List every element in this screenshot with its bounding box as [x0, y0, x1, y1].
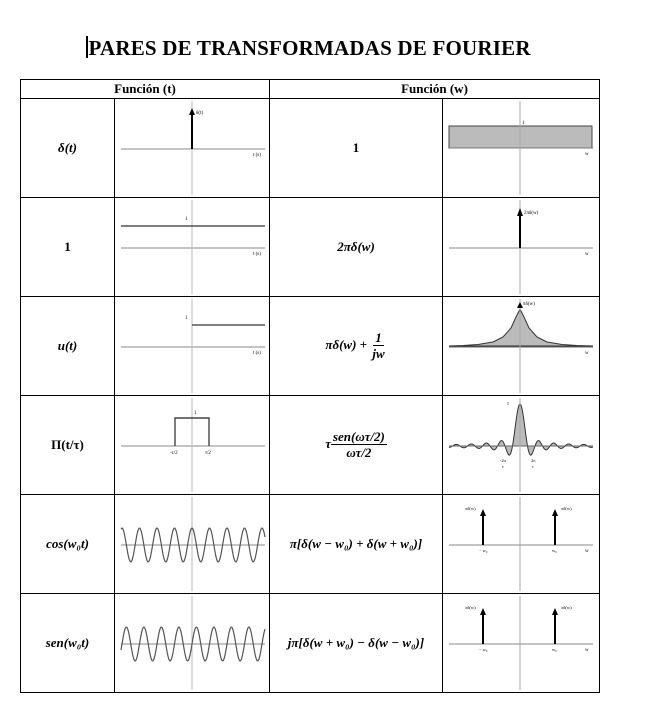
page-title	[86, 36, 531, 61]
plot-label: t (s)	[253, 252, 261, 257]
plot-label: w₀	[552, 647, 557, 652]
time-graph	[115, 495, 270, 594]
header-freq: Función (w)	[270, 80, 600, 99]
plot-label: πδ(w)	[561, 605, 572, 610]
plot-label: -τ/2	[170, 451, 178, 456]
time-graph	[115, 297, 270, 396]
plot-label: 1	[185, 316, 188, 321]
fraction	[331, 430, 387, 460]
transform-table	[20, 79, 600, 693]
sine-spectrum-plot	[443, 594, 599, 692]
numerator: 1	[375, 330, 382, 345]
sine-plot	[115, 594, 269, 692]
table-row	[21, 594, 600, 693]
cosine-spectrum-plot	[443, 495, 599, 593]
freq-graph	[443, 396, 600, 495]
table-row	[21, 198, 600, 297]
plot-label: w	[585, 252, 589, 257]
plot-label: w	[585, 152, 589, 157]
plot-label: w	[585, 648, 589, 653]
text-cursor	[86, 36, 88, 58]
time-expression: 1	[21, 198, 115, 297]
plot-label: 2π	[531, 458, 536, 463]
plot-label: t (s)	[253, 351, 261, 356]
freq-graph	[443, 99, 600, 198]
plot-label: τ	[502, 464, 504, 469]
freq-expression	[270, 297, 443, 396]
plot-label: t (s)	[253, 153, 261, 158]
plot-label: πδ(w)	[465, 506, 476, 511]
sinc-spectrum-plot	[443, 396, 599, 494]
freq-expression: jπ[δ(w + w₀) − δ(w − w₀)]	[270, 594, 443, 693]
plot-label: τ	[507, 402, 510, 407]
time-graph	[115, 396, 270, 495]
freq-expression: π[δ(w − w₀) + δ(w + w₀)]	[270, 495, 443, 594]
plot-label: τ	[532, 464, 534, 469]
plot-label: w₀	[552, 548, 557, 553]
rect-pulse-plot	[115, 396, 269, 494]
time-graph	[115, 99, 270, 198]
impulse-spectrum-plot	[443, 198, 599, 296]
time-expression: Π(t/τ)	[21, 396, 115, 495]
plot-label: w	[585, 351, 589, 356]
freq-expression: 1	[270, 99, 443, 198]
delta-impulse-plot	[115, 99, 269, 197]
table-row	[21, 495, 600, 594]
plot-label: 2πδ(w)	[524, 211, 539, 216]
cosine-plot	[115, 495, 269, 593]
fraction	[370, 331, 386, 361]
expr-part: πδ(w) +	[325, 336, 371, 352]
time-expression: δ(t)	[21, 99, 115, 198]
step-plot	[115, 297, 269, 395]
denominator: ωτ/2	[346, 445, 372, 460]
time-expression: cos(w₀t)	[21, 495, 115, 594]
plot-label: 1	[185, 217, 188, 222]
plot-label: w	[585, 549, 589, 554]
table-row	[21, 396, 600, 495]
plot-label: 1	[194, 411, 197, 416]
freq-graph	[443, 297, 600, 396]
freq-graph	[443, 495, 600, 594]
freq-graph	[443, 594, 600, 693]
constant-spectrum-plot	[443, 99, 599, 197]
header-row	[21, 80, 600, 99]
plot-label: δ(t)	[196, 111, 204, 116]
time-expression: u(t)	[21, 297, 115, 396]
plot-label: − w₀	[479, 647, 488, 652]
plot-label: -2π	[500, 458, 507, 463]
table-row	[21, 297, 600, 396]
denominator: jw	[372, 346, 385, 361]
plot-label: τ/2	[205, 451, 211, 456]
time-graph	[115, 594, 270, 693]
title-text: PARES DE TRANSFORMADAS DE FOURIER	[88, 36, 531, 60]
plot-label: 1	[522, 121, 525, 126]
time-expression: sen(w₀t)	[21, 594, 115, 693]
numerator: sen(ωτ/2)	[332, 429, 385, 444]
time-graph	[115, 198, 270, 297]
sinc-fill	[449, 404, 593, 455]
plot-label: πδ(w)	[561, 506, 572, 511]
plot-label: − w₀	[479, 548, 488, 553]
expr-part: τ	[325, 435, 331, 451]
freq-graph	[443, 198, 600, 297]
freq-expression: 2πδ(w)	[270, 198, 443, 297]
freq-expression	[270, 396, 443, 495]
table-row	[21, 99, 600, 198]
step-spectrum-plot	[443, 297, 599, 395]
constant-plot	[115, 198, 269, 296]
header-time: Función (t)	[21, 80, 270, 99]
plot-label: πδ(w)	[465, 605, 476, 610]
plot-label: πδ(w)	[523, 302, 535, 307]
